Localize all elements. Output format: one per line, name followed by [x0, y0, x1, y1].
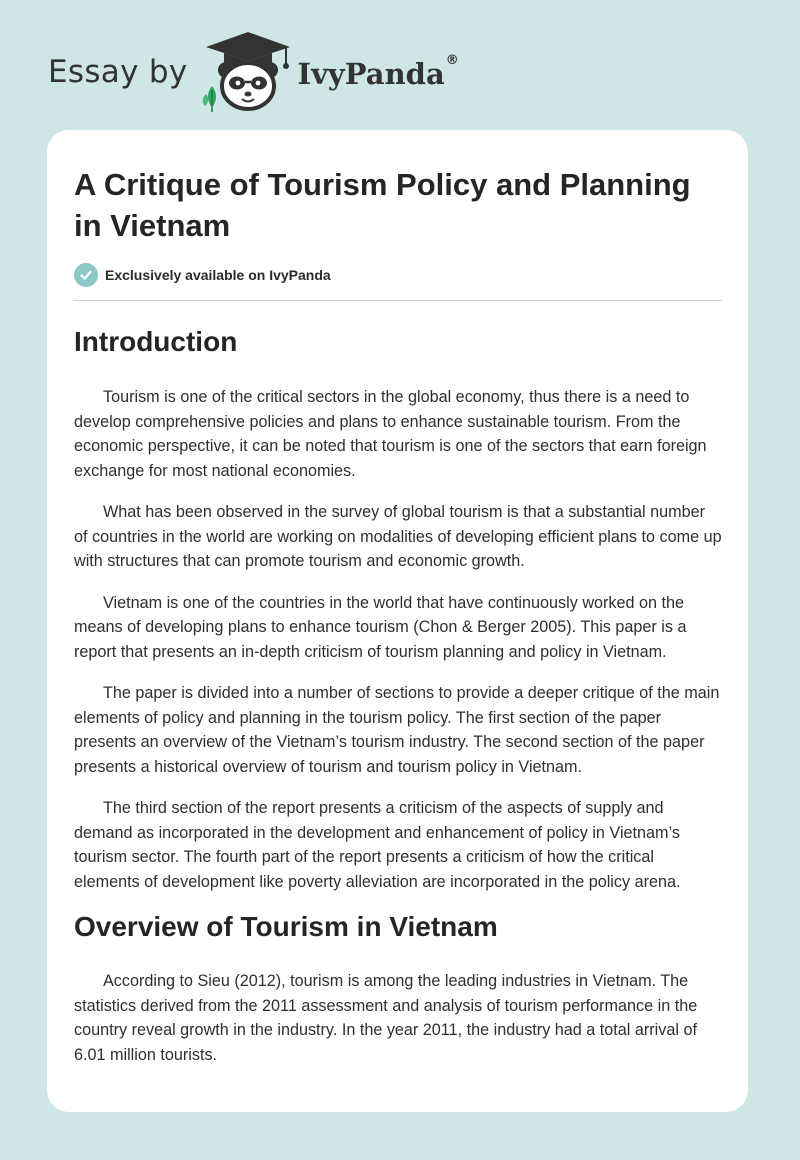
- panda-logo-icon[interactable]: [202, 30, 294, 114]
- badge-label: Exclusively available on IvyPanda: [105, 267, 331, 283]
- paragraph: The paper is divided into a number of sections to provide a deeper critique of the main elements of policy and planning in the tourism policy. The first section of the paper presents an overview of the Vietnam’s tourism industry. The second section of the paper presents a historical overview of tourism and tourism policy in Vietnam.: [74, 684, 720, 776]
- page-title: A Critique of Tourism Policy and Planning in Vietnam: [74, 167, 691, 243]
- exclusive-badge: [74, 263, 722, 287]
- paragraph: Vietnam is one of the countries in the world that have continuously worked on the means of developing plans to enhance tourism (Chon & Berger 2005). This paper is a report that presents an in-depth criticism of tourism planning and policy in Vietnam.: [74, 593, 687, 661]
- registered-mark: ®: [445, 53, 459, 68]
- section-heading: Introduction: [74, 326, 238, 357]
- essay-card: [47, 130, 748, 1112]
- paragraph: Tourism is one of the critical sectors in the global economy, thus there is a need to develop comprehensive policies and plans to enhance sustainable tourism. From the economic perspective, it can be noted that tourism is one of the sectors that earn foreign exchange for most national economies.: [74, 388, 707, 480]
- paragraph: The third section of the report presents a criticism of the aspects of supply and demand as incorporated in the development and enhancement of policy in Vietnam’s tourism sector. The fourth part of the report presents a criticism of how the critical elements of development like poverty alleviation are incorporated in the policy arena.: [74, 799, 681, 891]
- essay-by-label: Essay by: [48, 54, 188, 90]
- check-icon: [74, 263, 98, 287]
- site-header: [48, 30, 459, 114]
- paragraph: What has been observed in the survey of global tourism is that a substantial number of countries in the world are working on modalities of developing efficient plans to come up with structures that can promote tourism and economic growth.: [74, 503, 722, 570]
- paragraph: According to Sieu (2012), tourism is among the leading industries in Vietnam. The statistics derived from the 2011 assessment and analysis of tourism performance in the country reveal growth in the industry. In the year 2011, the industry had a total arrival of 6.01 million tourists.: [74, 972, 698, 1064]
- ivypanda-wordmark[interactable]: IvyPanda®: [297, 53, 459, 91]
- divider: [74, 300, 722, 301]
- section-heading: Overview of Tourism in Vietnam: [74, 911, 498, 942]
